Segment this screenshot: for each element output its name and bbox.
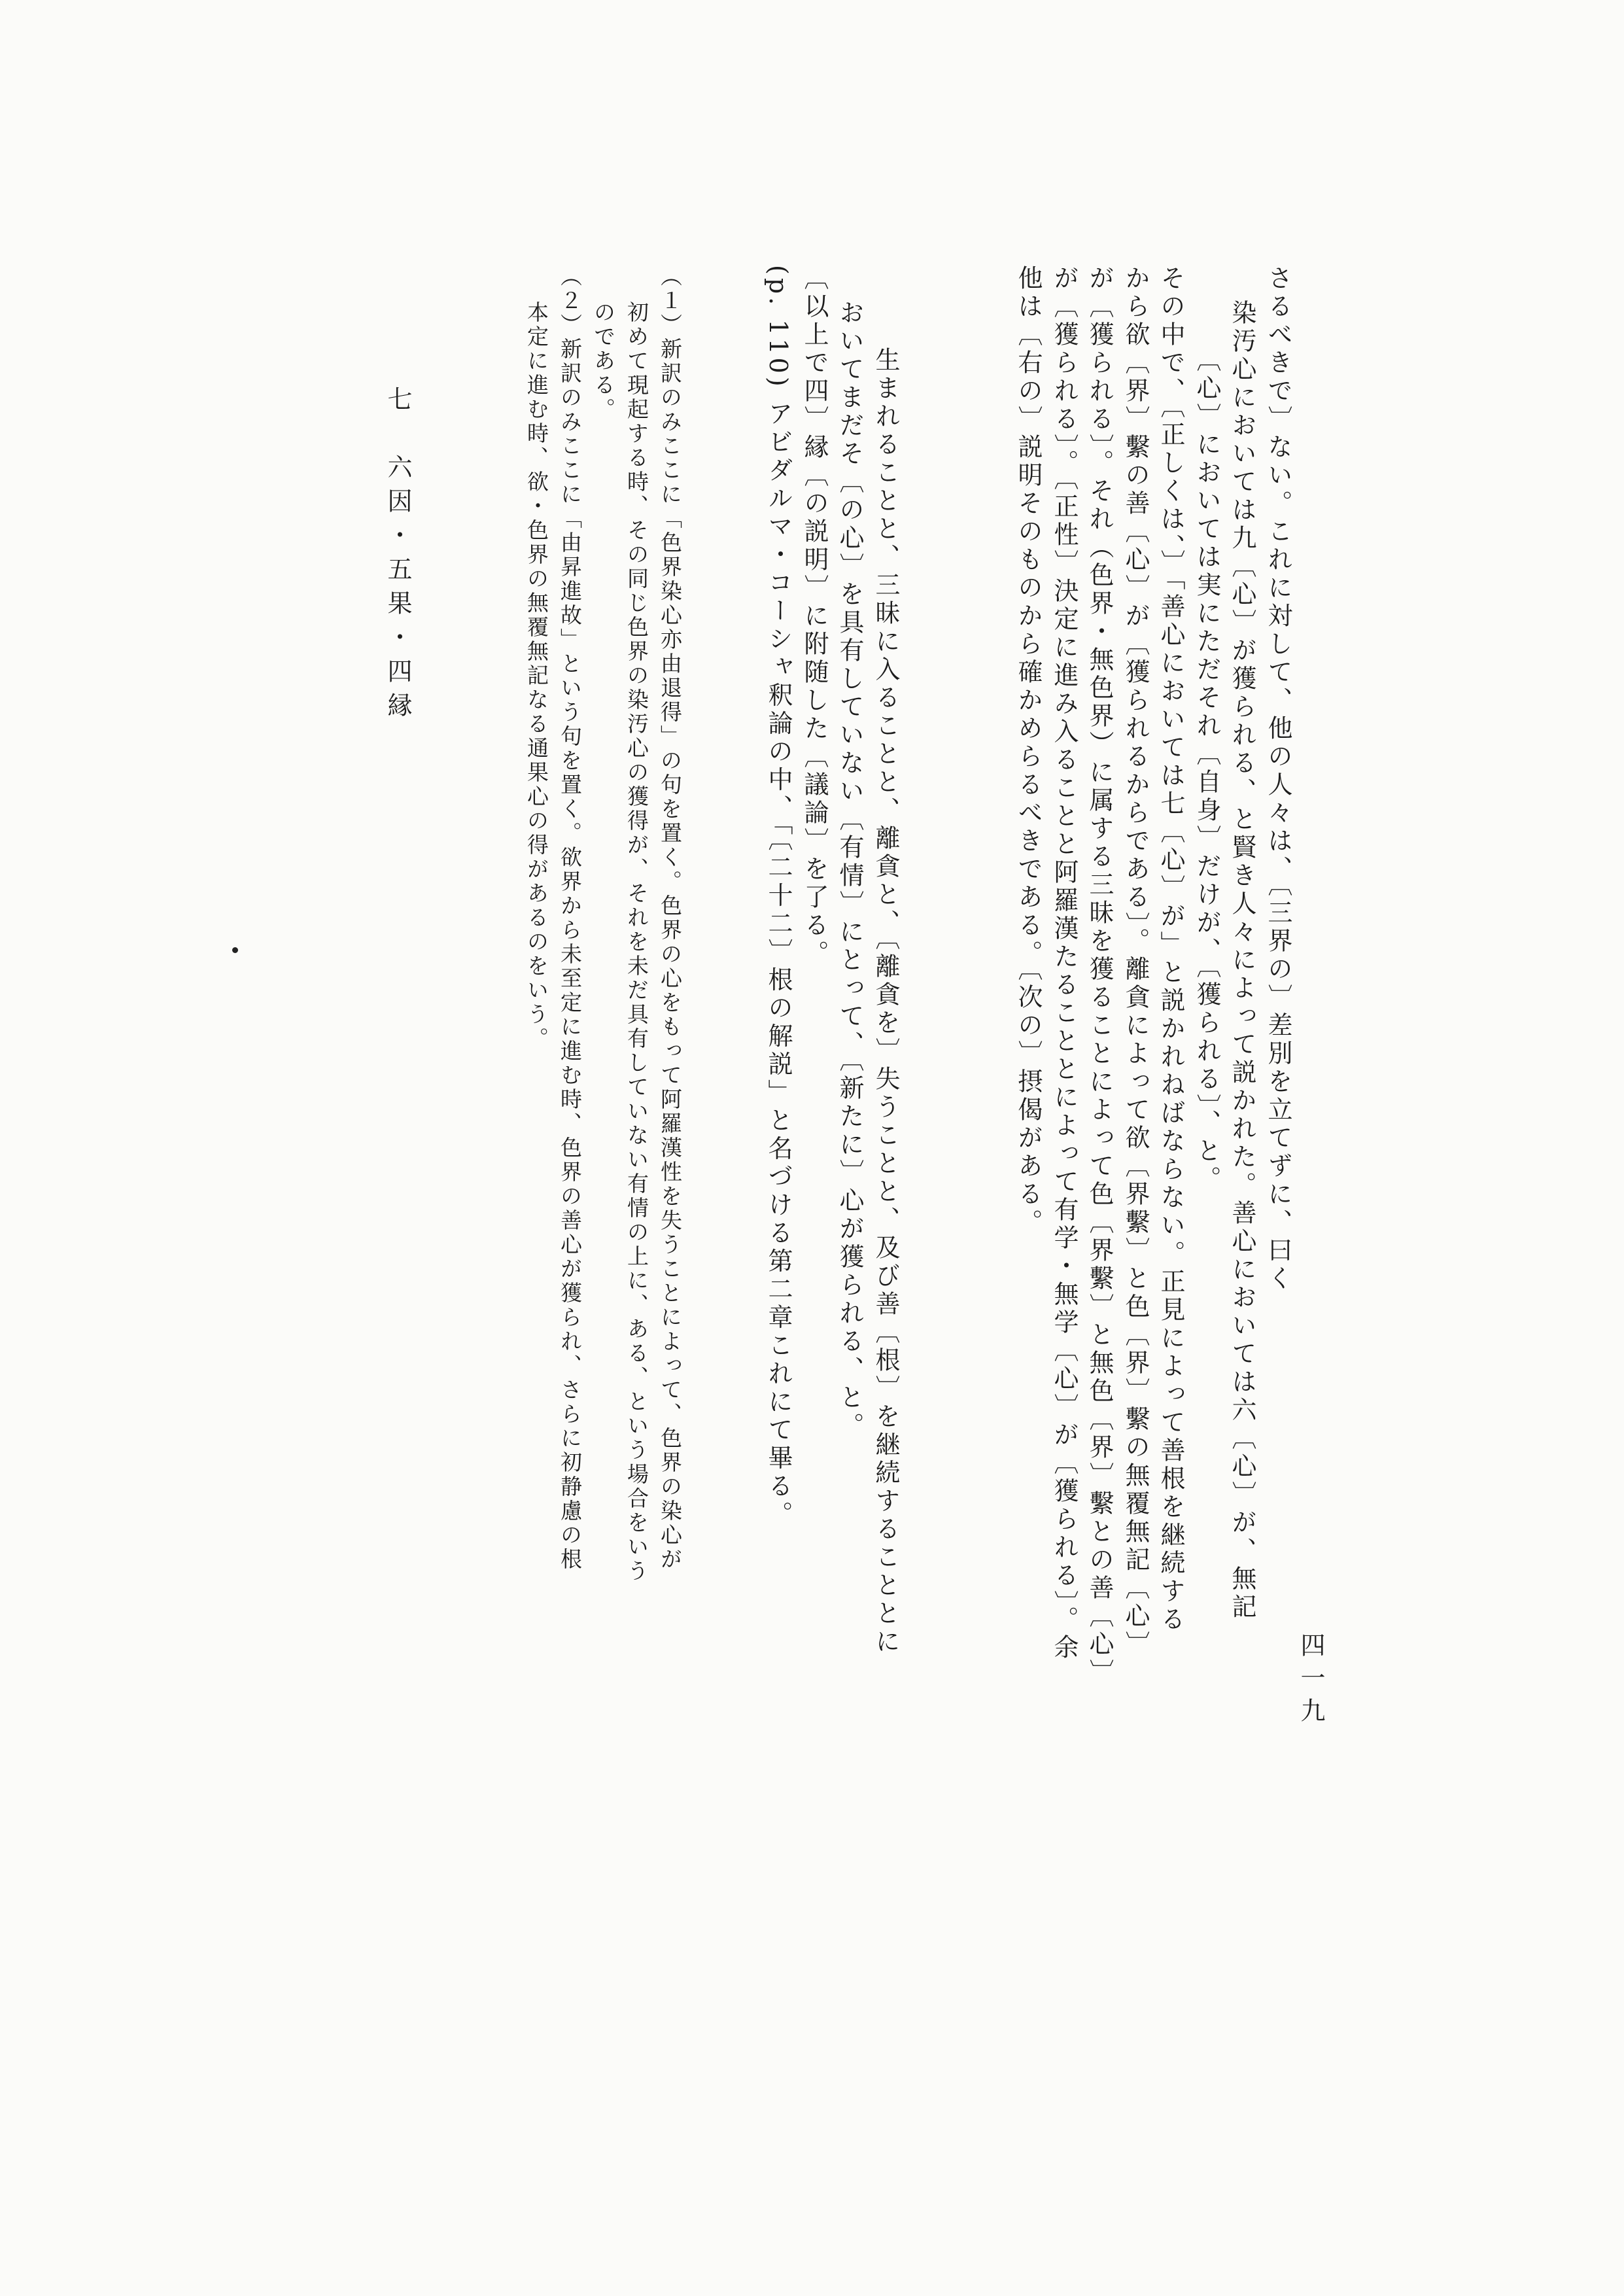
body-column-9: 生まれることと、三昧に入ることと、離貪と、〔離貪を〕失うことと、及び善〔根〕を継続することとに xyxy=(871,347,900,1656)
body-column-12: (p. 110) アビダルマ・コーシャ釈論の中、「〔二十二〕根の解説」と名づける第二章これにて畢る。 xyxy=(764,265,793,1529)
note-column-1: （１）新訳のみここに「色界染心亦由退得」の句を置く。色界の心をもって阿羅漢性を失うことによって、色界の染心が xyxy=(657,265,683,1572)
note-column-5: 本定に進む時、欲・色界の無覆無記なる通果心の得があるのをいう。 xyxy=(524,301,549,1051)
body-column-8: 他は〔右の〕説明そのものから確かめらるべきである。〔次の〕摂偈がある。 xyxy=(1014,265,1043,1237)
body-column-1: さるべきで〕ない。これに対して、他の人々は、〔三界の〕差別を立てずに、曰く xyxy=(1264,265,1292,1293)
note-column-2: 初めて現起する時、その同じ色界の染汚心の獲得が、それを未だ具有していない有情の上に、ある、という場合をいう xyxy=(624,301,649,1584)
body-column-2: 染汚心においては九〔心〕が獲られる、と賢き人々によって説かれた。善心においては六〔心〕が、無記 xyxy=(1228,300,1256,1622)
page-number: 四一九 xyxy=(1296,1632,1325,1730)
running-head: 七 六因・五果・四縁 xyxy=(383,386,412,726)
body-column-11: 〔以上で四〕縁〔の説明〕に附随した〔議論〕を了る。 xyxy=(800,265,829,968)
body-column-7: が〔獲られる〕。〔正性〕決定に進み入ることと阿羅漢たることとによって有学・無学〔心〕が〔獲られる〕。余 xyxy=(1050,265,1079,1662)
body-column-3: 〔心〕においては実にただそれ〔自身〕だけが、〔獲られる〕、と。 xyxy=(1192,347,1221,1194)
body-column-5: から欲〔界〕繫の善〔心〕が〔獲られるからである〕。離貪によって欲〔界繫〕と色〔界〕繫の無覆無記〔心〕 xyxy=(1121,265,1150,1659)
print-speck xyxy=(232,947,238,953)
note-column-4: （２）新訳のみここに「由昇進故」という句を置く。欲界から未至定に進む時、色界の善心が獲られ、さらに初静慮の根 xyxy=(557,265,583,1572)
body-column-4: その中で、〔正しくは、〕「善心においては七〔心〕が」と説かれねばならない。正見によって善根を継続する xyxy=(1156,265,1185,1634)
body-column-6: が〔獲られる〕。それ（色界・無色界）に属する三昧を獲ることによって色〔界繫〕と無色〔界〕繫との善〔心〕 xyxy=(1085,265,1114,1687)
body-column-10: おいてまだそ〔の心〕を具有していない〔有情〕にとって、〔新たに〕心が獲られる、と。 xyxy=(835,300,864,1440)
note-column-3: のである。 xyxy=(591,301,616,422)
